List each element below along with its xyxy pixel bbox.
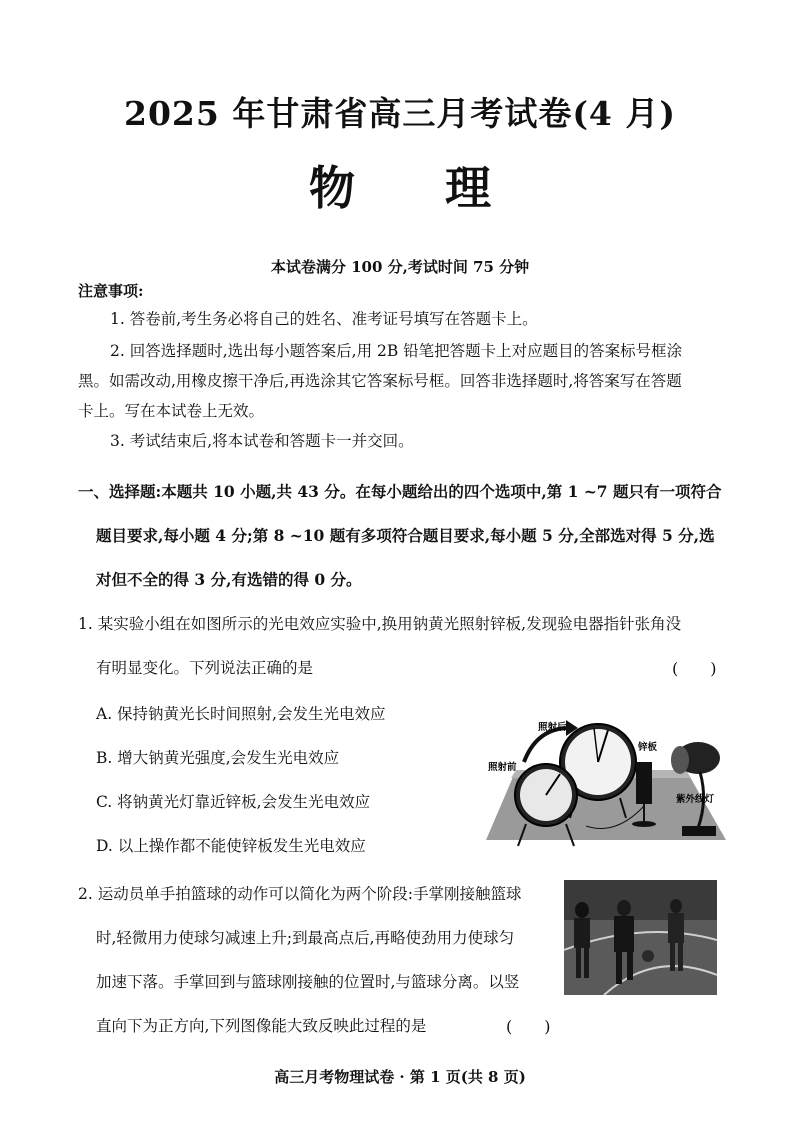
question-1-option-c: C. 将钠黄光灯靠近锌板,会发生光电效应 [96, 793, 371, 811]
question-2-stem: 2. 运动员单手拍篮球的动作可以简化为两个阶段:手掌刚接触篮球 [78, 885, 522, 903]
subject-title [0, 152, 800, 218]
question-1-option-a: A. 保持钠黄光长时间照射,会发生光电效应 [96, 705, 386, 723]
page-footer: 高三月考物理试卷 · 第 1 页(共 8 页) [274, 1068, 526, 1086]
section-heading: 一、选择题:本题共 10 小题,共 43 分。在每小题给出的四个选项中,第 1 ~7 题只有一项符合 [78, 482, 722, 501]
basketball-photo [564, 880, 717, 995]
notice-item-2: 2. 回答选择题时,选出每小题答案后,用 2B 铅笔把答题卡上对应题目的答案标号框涂 [110, 342, 683, 360]
question-2-answer-bracket: ( ) [506, 1017, 551, 1036]
figure-label-after: 照射后 [538, 722, 567, 733]
notice-heading: 注意事项: [78, 282, 144, 300]
question-1-option-b: B. 增大钠黄光强度,会发生光电效应 [96, 749, 340, 767]
figure-label-before: 照射前 [488, 762, 517, 773]
question-1-option-d: D. 以上操作都不能使锌板发生光电效应 [96, 837, 366, 855]
question-2-stem-cont-2: 加速下落。手掌回到与篮球刚接触的位置时,与篮球分离。以竖 [96, 973, 520, 991]
notice-item-1: 1. 答卷前,考生务必将自己的姓名、准考证号填写在答题卡上。 [110, 310, 538, 328]
notice-item-2-end: 卡上。写在本试卷上无效。 [78, 402, 265, 420]
question-1-stem-cont: 有明显变化。下列说法正确的是 [96, 659, 314, 677]
notice-item-3: 3. 考试结束后,将本试卷和答题卡一并交回。 [110, 432, 414, 450]
notice-item-2-cont: 黑。如需改动,用橡皮擦干净后,再选涂其它答案标号框。回答非选择题时,将答案写在答题 [78, 372, 682, 390]
question-2-stem-cont-1: 时,轻微用力使球匀减速上升;到最高点后,再略使劲用力使球匀 [96, 929, 515, 947]
exam-meta: 本试卷满分 100 分,考试时间 75 分钟 [270, 258, 530, 276]
section-heading-cont: 题目要求,每小题 4 分;第 8 ~10 题有多项符合题目要求,每小题 5 分,全部选对得 5 分,选 [96, 526, 715, 545]
photoelectric-illustration [486, 700, 726, 850]
zinc-plate [636, 762, 652, 804]
subject-char-2: 理 [445, 161, 491, 215]
question-2-stem-cont-3: 直向下为正方向,下列图像能大致反映此过程的是 [96, 1017, 427, 1035]
question-1-answer-bracket: ( ) [672, 659, 717, 678]
figure-label-uv: 紫外线灯 [676, 794, 715, 805]
figure-label-zinc: 锌板 [638, 742, 658, 753]
photoelectric-experiment-figure [486, 700, 726, 850]
section-heading-end: 对但不全的得 3 分,有选错的得 0 分。 [96, 570, 362, 589]
basketball-illustration [564, 880, 717, 995]
subject-char-1: 物 [309, 161, 355, 215]
basketball-icon [642, 950, 654, 962]
exam-title: 2025 年甘肃省高三月考试卷(4 月) [123, 94, 676, 133]
question-1-stem: 1. 某实验小组在如图所示的光电效应实验中,换用钠黄光照射锌板,发现验电器指针张角没 [78, 615, 682, 633]
